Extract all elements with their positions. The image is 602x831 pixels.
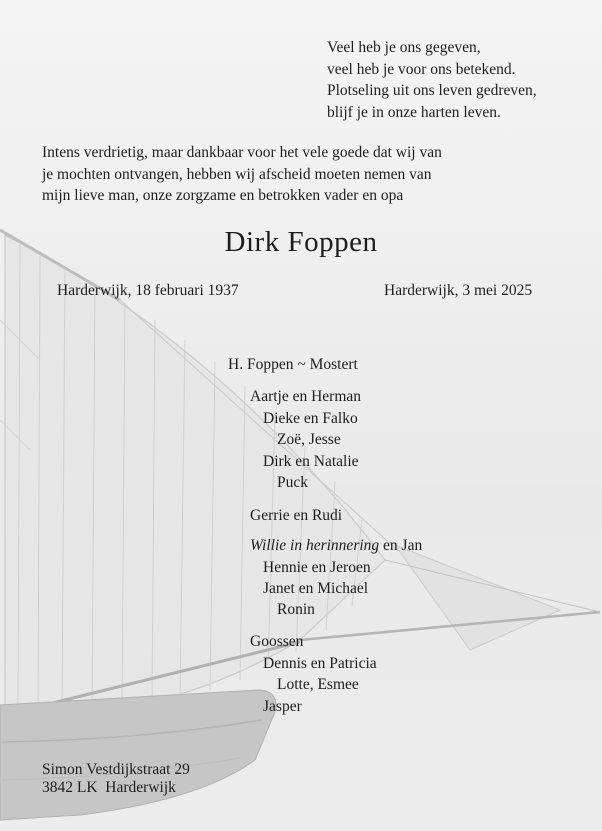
poem-line: Veel heb je ons gegeven,: [327, 39, 481, 56]
family-member: Ronin: [277, 601, 315, 618]
family-member: Goossen: [250, 633, 304, 650]
family-member: Puck: [277, 474, 308, 491]
spouse-name: H. Foppen ~ Mostert: [228, 356, 358, 373]
intro-text: [42, 142, 442, 207]
poem-line: veel heb je voor ons betekend.: [327, 60, 516, 78]
death-date: Harderwijk, 3 mei 2025: [384, 282, 533, 299]
family-member: Dirk en Natalie: [263, 453, 359, 470]
family-member: [250, 535, 422, 556]
birth-date: Harderwijk, 18 februari 1937: [57, 282, 239, 299]
in-memoriam-text: Willie in herinnering: [250, 537, 380, 554]
poem-line: Plotseling uit ons leven gedreven,: [327, 82, 537, 99]
partner-text: en Jan: [379, 537, 423, 554]
family-member: Dieke en Falko: [263, 410, 358, 427]
family-member: Jasper: [263, 698, 302, 715]
family-member: Janet en Michael: [263, 580, 369, 597]
deceased-name: Dirk Foppen: [224, 226, 378, 258]
family-member: Dennis en Patricia: [263, 655, 377, 672]
poem-line: blijf je in onze harten leven.: [327, 103, 501, 121]
intro-line: Intens verdrietig, maar dankbaar voor het vele goede dat wij van: [42, 144, 442, 161]
address-street: Simon Vestdijkstraat 29: [42, 761, 190, 778]
family-member: Zoë, Jesse: [277, 431, 341, 448]
family-member: Gerrie en Rudi: [250, 507, 343, 524]
family-member: Aartje en Herman: [250, 388, 362, 405]
poem: [327, 37, 537, 123]
family-member: Hennie en Jeroen: [263, 559, 371, 576]
family-member: Lotte, Esmee: [277, 676, 359, 693]
intro-line: je mochten ontvangen, hebben wij afscheid moeten nemen van: [42, 165, 432, 183]
intro-line: mijn lieve man, onze zorgzame en betrokken vader en opa: [42, 187, 404, 204]
address-city: 3842 LK Harderwijk: [42, 779, 176, 796]
